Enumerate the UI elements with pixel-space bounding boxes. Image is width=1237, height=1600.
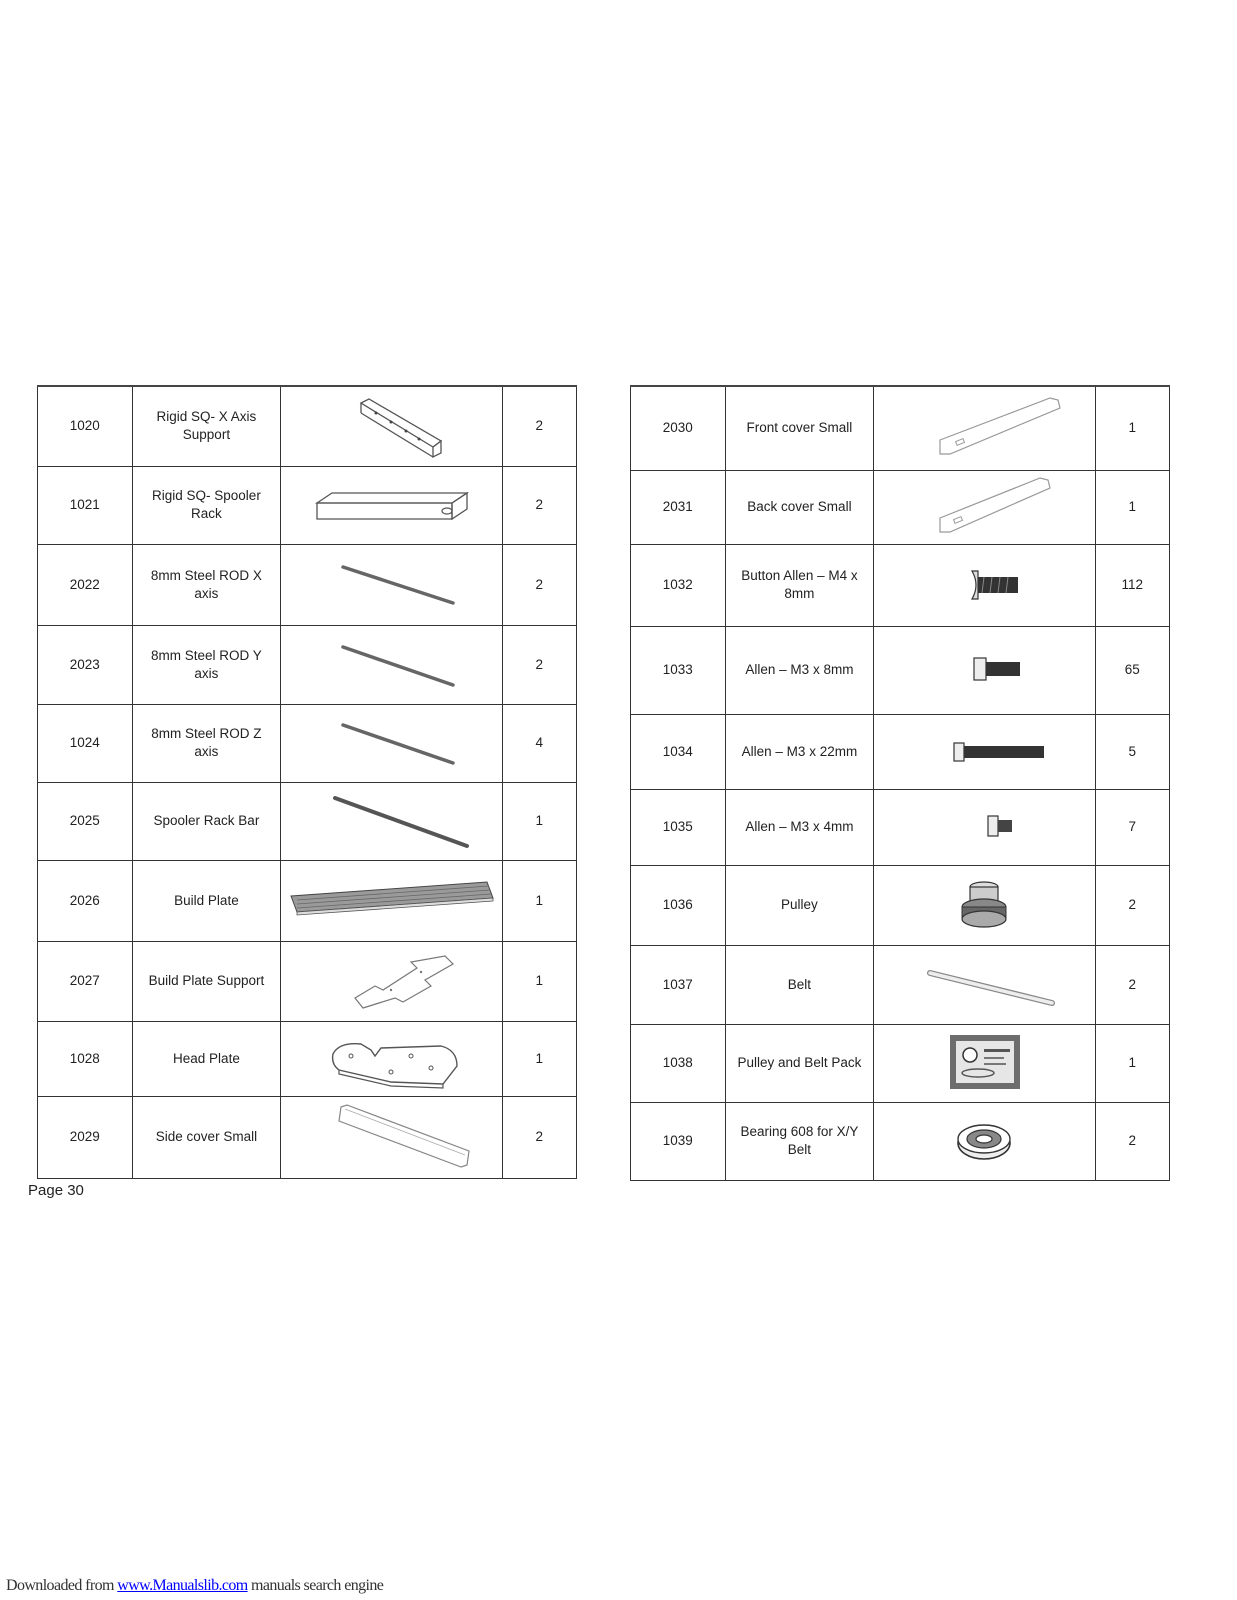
table-row [631,865,1170,945]
part-name: Rigid SQ- X Axis Support [132,386,281,466]
part-image [281,466,502,544]
part-number: 1033 [631,626,726,714]
part-name: Front cover Small [725,386,874,470]
pulley-icon [884,873,1084,937]
short-screw-icon [884,802,1084,852]
table-row [38,782,577,860]
part-image [281,1096,502,1178]
part-number: 1038 [631,1024,726,1102]
table-row [38,544,577,625]
part-qty: 1 [1095,470,1169,544]
part-name: Head Plate [132,1021,281,1096]
footer-prefix: Downloaded from [6,1577,118,1594]
part-image [281,782,502,860]
part-qty: 2 [502,386,576,466]
part-name: Button Allen – M4 x 8mm [725,544,874,626]
part-number: 2027 [38,941,133,1021]
table-row [631,1024,1170,1102]
part-qty: 1 [502,782,576,860]
manualslib-link[interactable]: www.Manualslib.com [117,1577,248,1594]
cover-panel-icon [291,1099,491,1175]
square-tube-long-icon [287,475,497,535]
rack-bar-icon [287,788,497,854]
part-number: 1037 [631,945,726,1024]
part-qty: 7 [1095,789,1169,865]
part-name: 8mm Steel ROD X axis [132,544,281,625]
table-row [631,714,1170,789]
table-row [38,860,577,941]
part-qty: 1 [502,941,576,1021]
table-row [631,470,1170,544]
table-row [38,1096,577,1178]
part-name: Rigid SQ- Spooler Rack [132,466,281,544]
part-name: Spooler Rack Bar [132,782,281,860]
part-qty: 2 [502,466,576,544]
part-number: 2022 [38,544,133,625]
table-row [38,386,577,466]
part-name: Allen – M3 x 8mm [725,626,874,714]
part-number: 2030 [631,386,726,470]
part-name: Pulley and Belt Pack [725,1024,874,1102]
part-name: Allen – M3 x 22mm [725,714,874,789]
part-image [874,865,1095,945]
part-name: Allen – M3 x 4mm [725,789,874,865]
part-qty: 1 [502,860,576,941]
part-name: 8mm Steel ROD Z axis [132,704,281,782]
steel-rod-icon [291,713,491,773]
part-qty: 2 [1095,1102,1169,1180]
part-image [874,470,1095,544]
part-number: 2025 [38,782,133,860]
part-number: 2023 [38,625,133,704]
download-footer [6,1577,383,1595]
table-row [631,544,1170,626]
part-number: 2026 [38,860,133,941]
part-name: Bearing 608 for X/Y Belt [725,1102,874,1180]
part-qty: 65 [1095,626,1169,714]
part-image [874,1024,1095,1102]
part-image [281,704,502,782]
part-number: 1021 [38,466,133,544]
button-screw-icon [884,555,1084,615]
table-row [631,1102,1170,1180]
parts-table-right [630,385,1170,1181]
build-plate-icon [287,876,505,926]
part-name: Back cover Small [725,470,874,544]
part-number: 1032 [631,544,726,626]
part-qty: 1 [502,1021,576,1096]
part-name: Build Plate Support [132,941,281,1021]
part-number: 1036 [631,865,726,945]
parts-table-left [37,385,577,1179]
long-screw-icon [884,727,1084,777]
cover-panel-icon [880,472,1090,542]
part-name: Belt [725,945,874,1024]
steel-rod-icon [291,635,491,695]
part-image [874,386,1095,470]
part-name: 8mm Steel ROD Y axis [132,625,281,704]
bearing-icon [884,1111,1084,1171]
steel-rod-icon [291,555,491,615]
allen-screw-icon [884,640,1084,700]
part-qty: 4 [502,704,576,782]
part-image [281,941,502,1021]
part-number: 1035 [631,789,726,865]
table-row [631,789,1170,865]
part-number: 1039 [631,1102,726,1180]
square-tube-icon [291,391,491,461]
head-plate-icon [291,1026,491,1092]
part-number: 1028 [38,1021,133,1096]
part-number: 1020 [38,386,133,466]
table-row [38,704,577,782]
part-number: 1034 [631,714,726,789]
part-qty: 112 [1095,544,1169,626]
part-qty: 2 [1095,945,1169,1024]
part-image [874,544,1095,626]
table-row [38,1021,577,1096]
part-image [281,860,502,941]
table-row [631,945,1170,1024]
part-image [874,945,1095,1024]
belt-icon [884,955,1084,1015]
part-qty: 2 [1095,865,1169,945]
part-image [874,789,1095,865]
part-qty: 2 [502,625,576,704]
part-image [281,625,502,704]
table-row [38,625,577,704]
table-row [631,626,1170,714]
footer-suffix: manuals search engine [247,1577,384,1594]
part-image [874,1102,1095,1180]
part-qty: 2 [502,544,576,625]
part-name: Side cover Small [132,1096,281,1178]
table-row [631,386,1170,470]
part-number: 2031 [631,470,726,544]
part-qty: 2 [502,1096,576,1178]
table-row [38,466,577,544]
plate-support-icon [291,946,491,1016]
part-name: Pulley [725,865,874,945]
part-number: 1024 [38,704,133,782]
part-name: Build Plate [132,860,281,941]
part-image [281,544,502,625]
pack-photo-icon [884,1031,1084,1095]
part-qty: 1 [1095,386,1169,470]
part-qty: 5 [1095,714,1169,789]
part-number: 2029 [38,1096,133,1178]
page-number: Page 30 [28,1182,84,1199]
part-image [281,386,502,466]
part-image [281,1021,502,1096]
part-image [874,714,1095,789]
cover-panel-icon [880,388,1090,468]
part-image [874,626,1095,714]
table-row [38,941,577,1021]
part-qty: 1 [1095,1024,1169,1102]
